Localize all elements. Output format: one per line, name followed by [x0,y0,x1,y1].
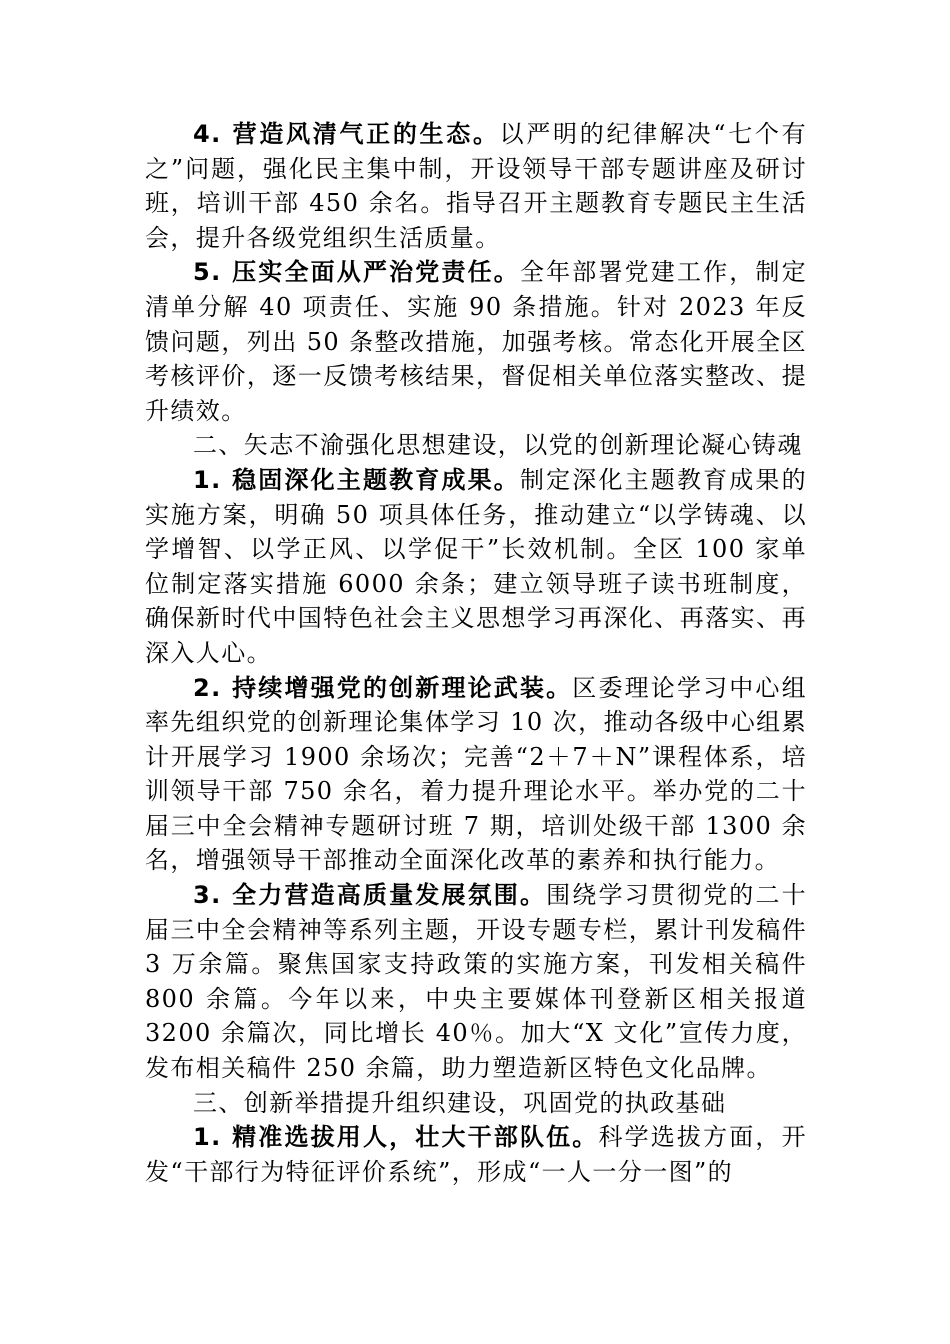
paragraph-lead: 3. 全力营造高质量发展氛围。 [193,881,547,910]
paragraph-party-responsibility [145,255,807,428]
paragraph-lead: 1. 稳固深化主题教育成果。 [193,465,520,494]
paragraph-discipline-ecology [145,117,807,255]
paragraph-development-atmosphere [145,878,807,1086]
paragraph-theory-armament [145,671,807,879]
paragraph-text: 区委理论学习中心组率先组织党的创新理论集体学习 10 次，推动各级中心组累计开展学习 1900 余场次；完善“2＋7＋N”课程体系，培训领导干部 750 余名，着力提升理论水平。举办党的二十届三中全会精神专题研讨班 7 期，培训处级干部 1300 余名，增强领导干部推动全面深化改革的素养和执行能力。 [145,673,807,875]
section-heading-text: 二、矢志不渝强化思想建设，以党的创新理论凝心铸魂 [193,431,803,460]
section-heading-ideology [145,428,807,463]
section-heading-text: 三、创新举措提升组织建设，巩固党的执政基础 [193,1088,727,1117]
paragraph-lead: 4. 营造风清气正的生态。 [193,120,500,148]
paragraph-text: 全年部署党建工作，制定清单分解 40 项责任、实施 90 条措施。针对 2023 年反馈问题，列出 50 条整改措施，加强考核。常态化开展全区考核评价，逐一反馈考核结果，督促相关单位落实整改、提升绩效。 [145,258,807,425]
paragraph-theme-education [145,463,807,671]
paragraph-lead: 1. 精准选拔用人，壮大干部队伍。 [193,1123,599,1152]
document-page [145,117,807,1189]
paragraph-text: 以严明的纪律解决“七个有之”问题，强化民主集中制，开设领导干部专题讲座及研讨班，培训干部 450 余名。指导召开主题教育专题民主生活会，提升各级党组织生活质量。 [145,120,807,252]
paragraph-text: 科学选拔方面，开发“干部行为特征评价系统”，形成“一人一分一图”的 [145,1123,807,1186]
paragraph-lead: 2. 持续增强党的创新理论武装。 [193,673,573,702]
paragraph-text: 制定深化主题教育成果的实施方案，明确 50 项具体任务，推动建立“以学铸魂、以学增智、以学正风、以学促干”长效机制。全区 100 家单位制定落实措施 6000 余条；建立领导班子读书班制度，确保新时代中国特色社会主义思想学习再深化、再落实、再深入人心。 [145,465,807,667]
paragraph-text: 围绕学习贯彻党的二十届三中全会精神等系列主题，开设专题专栏，累计刊发稿件 3 万余篇。聚焦国家支持政策的实施方案，刊发相关稿件 800 余篇。今年以来，中央主要媒体刊登新区相关报道 3200 余篇次，同比增长 40％。加大“X 文化”宣传力度，发布相关稿件 250 余篇，助力塑造新区特色文化品牌。 [145,881,808,1083]
section-heading-organization [145,1086,807,1121]
paragraph-lead: 5. 压实全面从严治党责任。 [193,258,520,287]
paragraph-cadre-selection [145,1120,807,1189]
